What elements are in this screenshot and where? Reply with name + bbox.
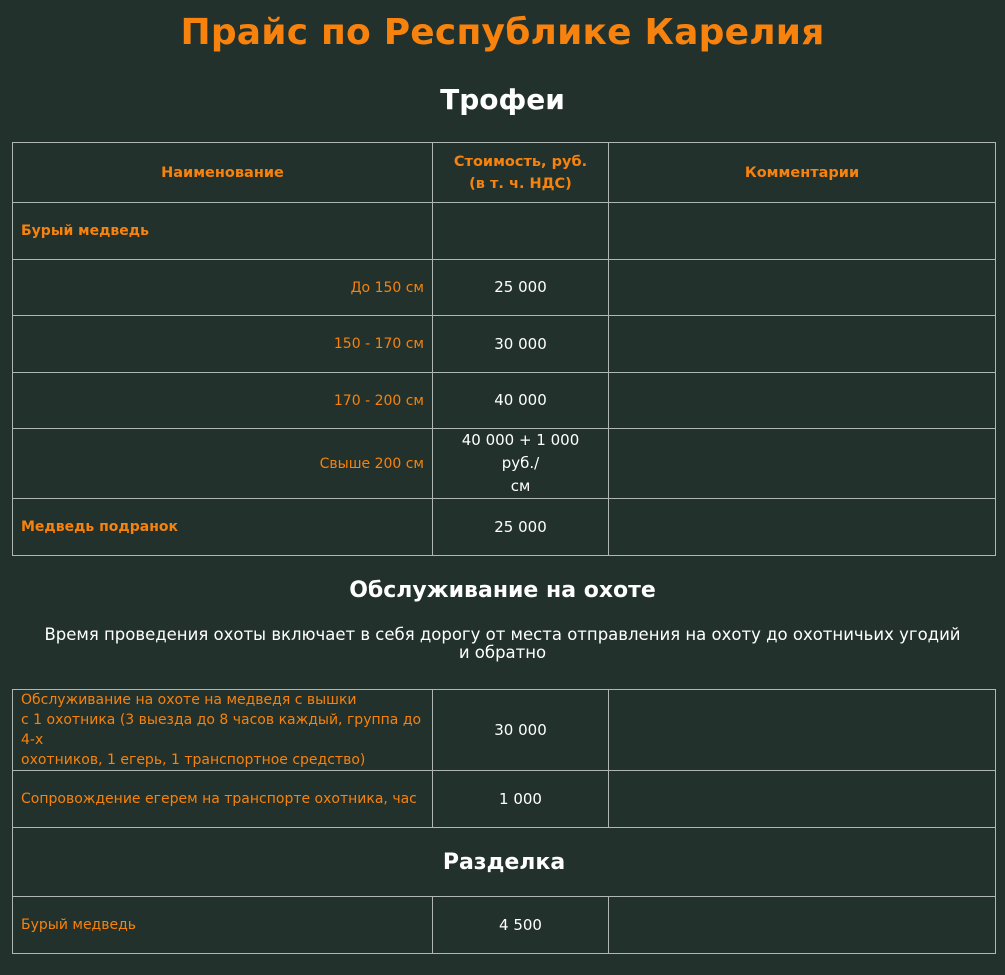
- row-name: Сопровождение егерем на транспорте охотника, час: [13, 771, 433, 828]
- butchering-section-title: Разделка: [13, 828, 996, 897]
- table-row: [13, 203, 996, 260]
- trophies-table: [12, 142, 996, 556]
- row-comment: [609, 499, 996, 556]
- row-name: Свыше 200 см: [13, 429, 433, 499]
- row-name-line3: охотников, 1 егерь, 1 транспортное средство): [21, 752, 366, 768]
- row-comment: [609, 429, 996, 499]
- row-comment: [609, 690, 996, 771]
- header-comments: Комментарии: [609, 143, 996, 203]
- row-name: Бурый медведь: [13, 897, 433, 954]
- table-header-row: [13, 143, 996, 203]
- row-price: [433, 429, 609, 499]
- row-price: 40 000: [433, 373, 609, 429]
- row-comment: [609, 771, 996, 828]
- service-table: [12, 689, 996, 954]
- row-price-line2: см: [510, 477, 531, 495]
- table-row: [13, 690, 996, 771]
- row-price: 25 000: [433, 260, 609, 316]
- row-name: Бурый медведь: [13, 203, 433, 260]
- row-name: Медведь подранок: [13, 499, 433, 556]
- row-comment: [609, 260, 996, 316]
- row-comment: [609, 373, 996, 429]
- row-comment: [609, 316, 996, 373]
- service-note-line2: и обратно: [458, 643, 547, 662]
- row-price: 1 000: [433, 771, 609, 828]
- row-name-line2: с 1 охотника (3 выезда до 8 часов каждый, группа до 4-х: [21, 712, 422, 748]
- row-name: 150 - 170 см: [13, 316, 433, 373]
- row-price: 4 500: [433, 897, 609, 954]
- row-name: До 150 см: [13, 260, 433, 316]
- table-subheading-row: [13, 828, 996, 897]
- row-price-line1: 40 000 + 1 000 руб./: [461, 431, 580, 472]
- service-section-title: Обслуживание на охоте: [349, 578, 656, 603]
- row-name-line1: Обслуживание на охоте на медведя с вышки: [21, 692, 357, 708]
- row-price: [433, 203, 609, 260]
- row-price: 30 000: [433, 690, 609, 771]
- table-row: [13, 499, 996, 556]
- service-note: [40, 626, 965, 662]
- table-row: [13, 771, 996, 828]
- table-row: [13, 373, 996, 429]
- table-row: [13, 260, 996, 316]
- service-note-line1: Время проведения охоты включает в себя дорогу от места отправления на охоту до охотничьих угодий: [44, 625, 961, 644]
- row-comment: [609, 203, 996, 260]
- row-name: [13, 690, 433, 771]
- table-row: [13, 897, 996, 954]
- row-name: 170 - 200 см: [13, 373, 433, 429]
- header-price-line2: (в т. ч. НДС): [469, 175, 572, 192]
- header-name: Наименование: [13, 143, 433, 203]
- row-price: 30 000: [433, 316, 609, 373]
- trophies-section-title: Трофеи: [440, 83, 565, 116]
- row-comment: [609, 897, 996, 954]
- header-price: [433, 143, 609, 203]
- page-title: Прайс по Республике Карелия: [180, 12, 825, 53]
- header-price-line1: Стоимость, руб.: [453, 153, 588, 170]
- row-price: 25 000: [433, 499, 609, 556]
- table-row: [13, 316, 996, 373]
- table-row: [13, 429, 996, 499]
